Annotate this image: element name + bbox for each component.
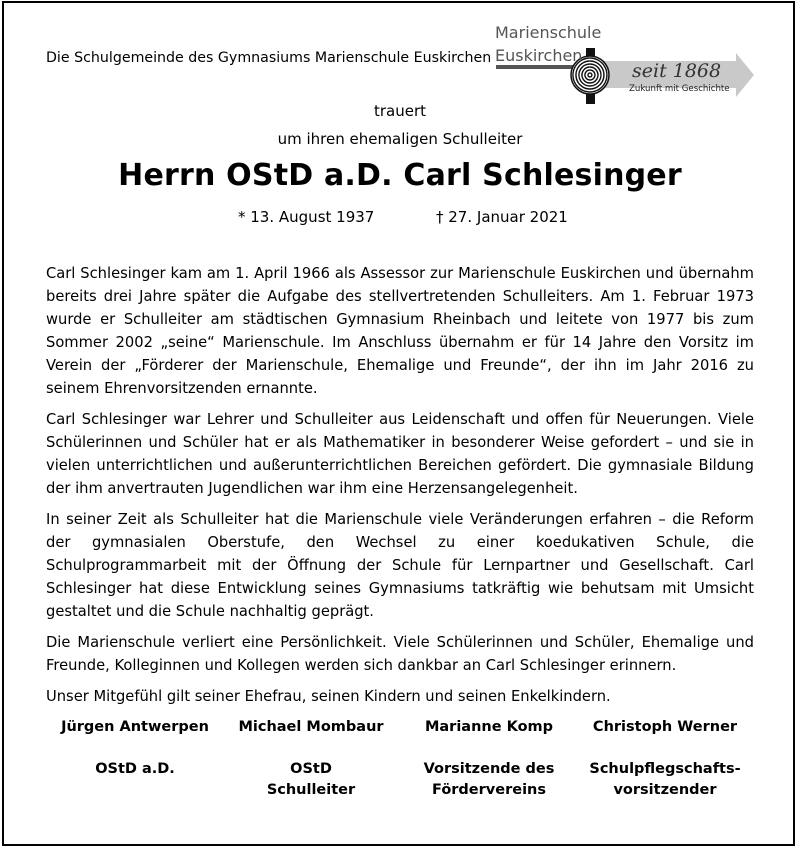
signatory-name: Jürgen Antwerpen	[61, 719, 209, 735]
birth-date: * 13. August 1937	[238, 208, 375, 226]
signatory	[46, 719, 224, 780]
school-logo	[492, 18, 762, 108]
signatory-name: Michael Mombaur	[238, 719, 384, 735]
death-date: † 27. Januar 2021	[436, 208, 568, 226]
paragraph: Unser Mitgefühl gilt seiner Ehefrau, seinen Kindern und seinen Enkelkindern.	[46, 688, 611, 705]
signatory-name: Marianne Komp	[424, 719, 554, 735]
signatory-title: Schulleiter	[266, 782, 356, 798]
signatory-title: Vorsitzende des	[423, 761, 555, 777]
mourns-text: trauert	[373, 102, 427, 120]
paragraph: Carl Schlesinger kam am 1. April 1966 als Assessor zur Marienschule Euskirchen und übernahm bereits drei Jahre später die Aufgabe des stellvertretenden Schulleiters. Am 1. Februar 1973 wurde er Schulleiter am städtischen Gymnasium Rheinbach und leitete von 1977 bis zum Sommer 2002 „seine“ Marienschule. Im Anschluss übernahm er für 14 Jahre den Vorsitz im Verein der „Förderer der Marienschule, Ehemalige und Freunde“, der ihn im Jahr 2016 zu seinem Ehrenvorsitzenden ernannte.	[46, 265, 754, 397]
signatory-title: Schulpflegschafts-	[589, 761, 741, 777]
signatory-title: OStD a.D.	[95, 761, 175, 777]
logo-since: seit 1868	[632, 60, 722, 82]
signatory-title: vorsitzender	[613, 782, 717, 798]
logo-name-line2: Euskirchen	[495, 46, 583, 65]
signatory	[400, 719, 578, 801]
logo-name-line1: Marienschule	[495, 23, 602, 42]
paragraph: Carl Schlesinger war Lehrer und Schulleiter aus Leidenschaft und offen für Neuerungen. Viele Schülerinnen und Schüler hat er als Mathematiker in besonderer Weise gefordert – und sie in vielen unterrichtlichen und außerunterrichtlichen Bereichen gefördert. Die gymnasiale Bildung der ihm anvertrauten Jugendlichen war ihm eine Herzensangelegenheit.	[46, 411, 754, 497]
signatory-title: OStD	[290, 761, 332, 777]
signatory	[576, 719, 754, 801]
paragraph: Die Marienschule verliert eine Persönlichkeit. Viele Schülerinnen und Schüler, Ehemalige und Freunde, Kolleginnen und Kollegen werden sich dankbar an Carl Schlesinger erinnern.	[46, 634, 754, 674]
signatory	[222, 719, 400, 801]
obituary-body	[46, 262, 754, 716]
paragraph: In seiner Zeit als Schulleiter hat die Marienschule viele Veränderungen erfahren – die Reform der gymnasialen Oberstufe, den Wechsel zu einer koedukativen Schule, die Schulprogrammarbeit mit der Öffnung der Schule für Lernpartner und Gesellschaft. Carl Schlesinger hat diese Entwicklung seines Gymnasiums tatkräftig wie behutsam mit Umsicht gestaltet und die Schule nachhaltig geprägt.	[46, 511, 754, 620]
logo-tagline: Zukunft mit Geschichte	[629, 84, 730, 94]
signatory-name: Christoph Werner	[592, 719, 738, 735]
school-community-line: Die Schulgemeinde des Gymnasiums Marienschule Euskirchen	[46, 50, 492, 66]
former-principal-text: um ihren ehemaligen Schulleiter	[277, 130, 523, 148]
signatory-title: Fördervereins	[432, 782, 546, 798]
deceased-name: Herrn OStD a.D. Carl Schlesinger	[118, 158, 682, 193]
